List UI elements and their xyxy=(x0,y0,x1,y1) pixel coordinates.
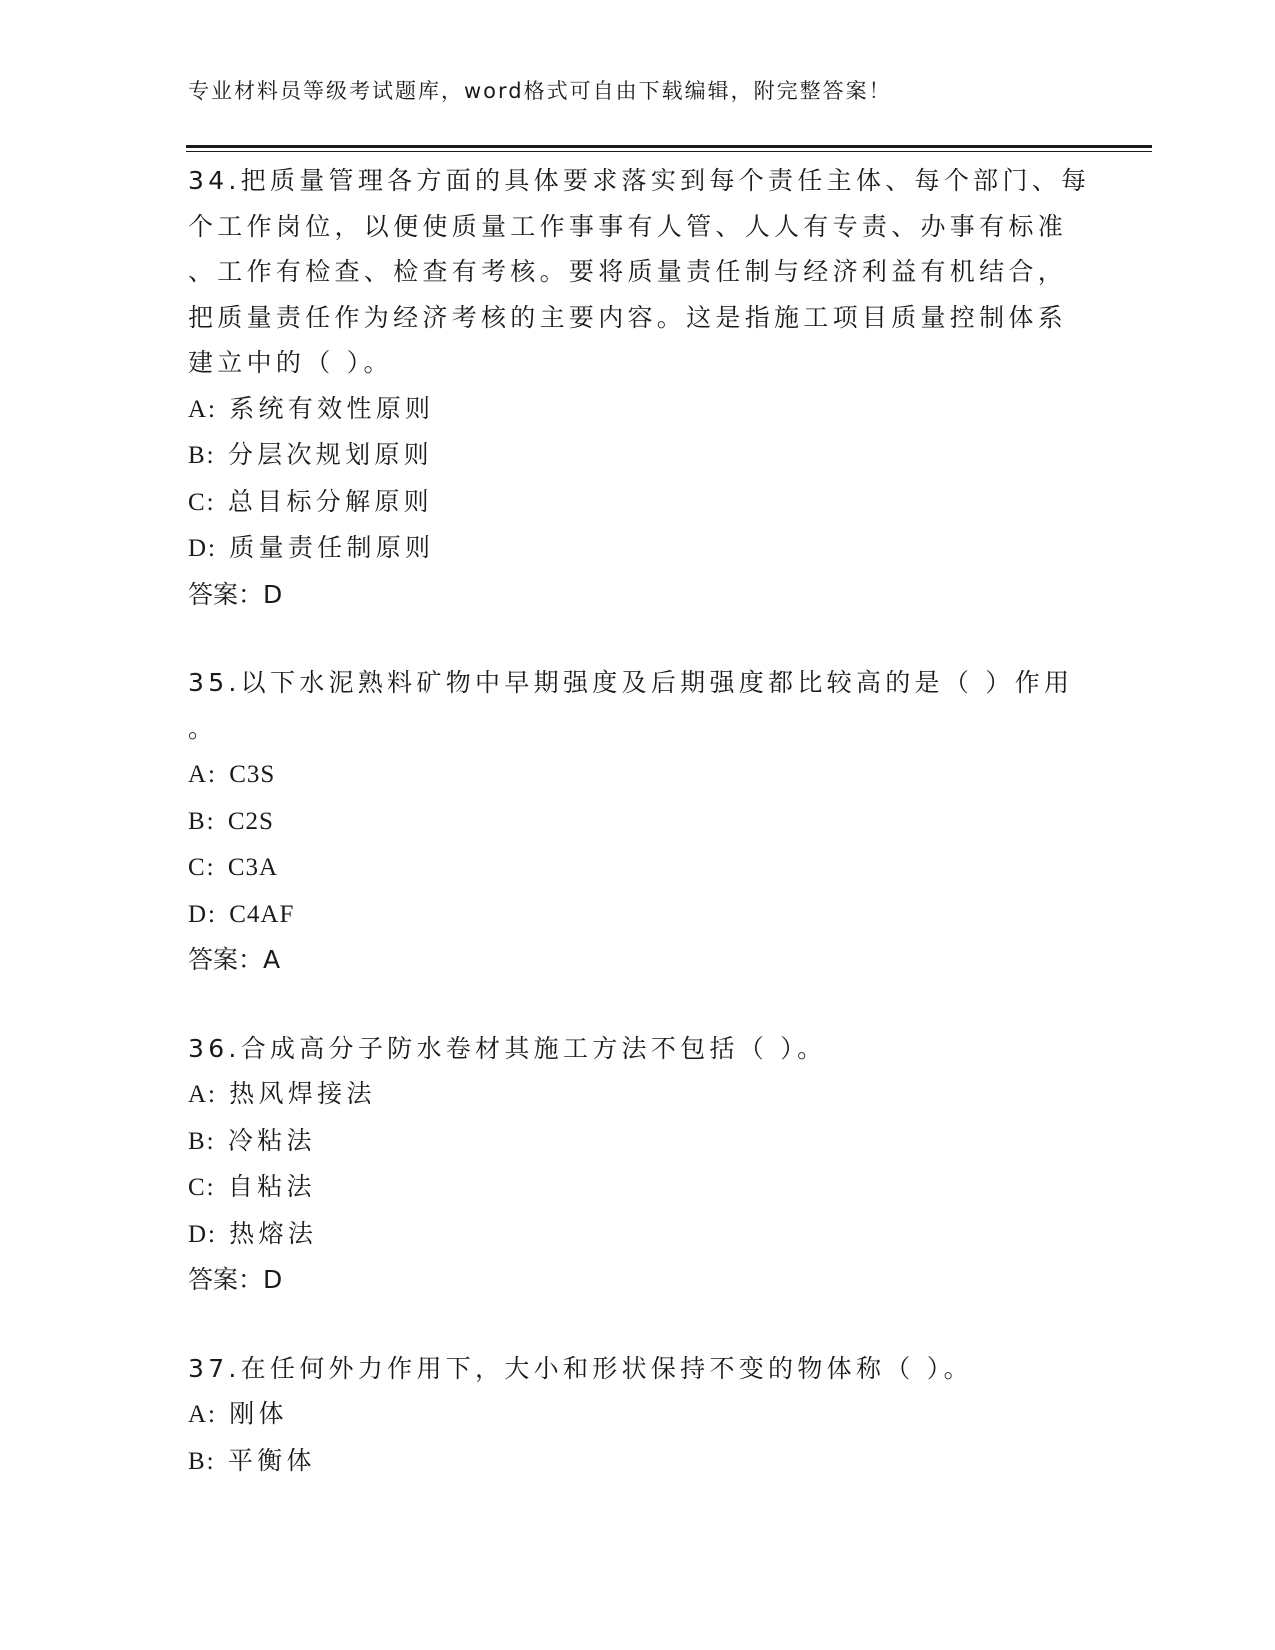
answer-line xyxy=(188,1257,1088,1303)
option-b xyxy=(188,1118,1088,1165)
question-stem-line: 36.合成高分子防水卷材其施工方法不包括（ ）。 xyxy=(188,1033,827,1063)
option-letter: B: xyxy=(188,807,216,835)
question-stem-line: 个工作岗位，以便使质量工作事事有人管、人人有专责、办事有标准 xyxy=(188,211,1068,241)
answer-line xyxy=(188,572,1088,618)
option-letter: B: xyxy=(188,1447,216,1475)
option-letter: A: xyxy=(188,1401,217,1428)
option-b xyxy=(188,432,1088,479)
question-stem-line: 。 xyxy=(188,713,218,743)
page-header: 专业材料员等级考试题库，word格式可自由下载编辑，附完整答案！ xyxy=(188,79,892,103)
answer-line xyxy=(188,937,1088,983)
option-text: C3A xyxy=(227,854,279,881)
question-stem-line: 建立中的（ ）。 xyxy=(188,348,393,377)
option-a xyxy=(188,1391,1088,1438)
option-d xyxy=(188,1211,1088,1258)
question-36 xyxy=(188,1026,1088,1303)
option-text: 冷粘法 xyxy=(227,1125,316,1155)
option-c xyxy=(188,844,1088,891)
option-b xyxy=(188,798,1088,845)
answer-label: 答案： xyxy=(188,945,264,974)
question-35 xyxy=(188,660,1088,983)
option-letter: C: xyxy=(188,1174,216,1201)
option-c xyxy=(188,1164,1088,1211)
option-text: 系统有效性原则 xyxy=(229,393,435,423)
header-rule-thick xyxy=(186,145,1152,148)
option-letter: B: xyxy=(188,442,216,469)
question-list xyxy=(188,158,1091,1527)
option-text: 刚体 xyxy=(229,1399,288,1428)
option-letter: C: xyxy=(188,854,216,881)
option-text: 分层次规划原则 xyxy=(227,440,433,469)
question-stem-line: 34.把质量管理各方面的具体要求落实到每个责任主体、每个部门、每 xyxy=(188,166,1091,195)
option-letter: D: xyxy=(188,1220,217,1248)
option-text: 质量责任制原则 xyxy=(229,533,435,562)
option-text: 自粘法 xyxy=(227,1172,316,1201)
answer-value: A xyxy=(263,945,281,974)
question-37 xyxy=(188,1346,1088,1485)
answer-label: 答案： xyxy=(188,1265,264,1294)
option-text: 热风焊接法 xyxy=(229,1079,376,1108)
option-a xyxy=(188,386,1088,433)
option-text: 平衡体 xyxy=(227,1445,316,1475)
option-text: 总目标分解原则 xyxy=(227,486,433,516)
option-a xyxy=(188,751,1088,798)
answer-value: D xyxy=(263,579,283,609)
option-text: C4AF xyxy=(229,900,295,928)
option-letter: D: xyxy=(188,900,217,928)
header-rule-thin xyxy=(186,151,1152,152)
option-letter: D: xyxy=(188,535,217,562)
question-stem-line: 、工作有检查、检查有考核。要将质量责任制与经济利益有机结合， xyxy=(188,257,1068,286)
option-c xyxy=(188,479,1088,526)
option-letter: A: xyxy=(188,761,217,788)
option-letter: C: xyxy=(188,488,216,516)
option-letter: A: xyxy=(188,395,217,423)
answer-label: 答案： xyxy=(188,579,264,609)
option-text: C2S xyxy=(227,807,274,835)
option-text: 热熔法 xyxy=(229,1218,318,1248)
option-letter: B: xyxy=(188,1127,216,1155)
option-text: C3S xyxy=(229,761,276,788)
option-a xyxy=(188,1071,1088,1118)
option-d xyxy=(188,891,1088,938)
question-34 xyxy=(188,158,1091,617)
option-d xyxy=(188,525,1088,572)
question-stem-line: 37.在任何外力作用下，大小和形状保持不变的物体称（ ）。 xyxy=(188,1353,973,1383)
option-b xyxy=(188,1438,1088,1485)
question-stem-line: 把质量责任作为经济考核的主要内容。这是指施工项目质量控制体系 xyxy=(188,302,1068,332)
answer-value: D xyxy=(263,1265,283,1294)
option-letter: A: xyxy=(188,1081,217,1108)
question-stem-line: 35.以下水泥熟料矿物中早期强度及后期强度都比较高的是（ ）作用 xyxy=(188,668,1074,697)
